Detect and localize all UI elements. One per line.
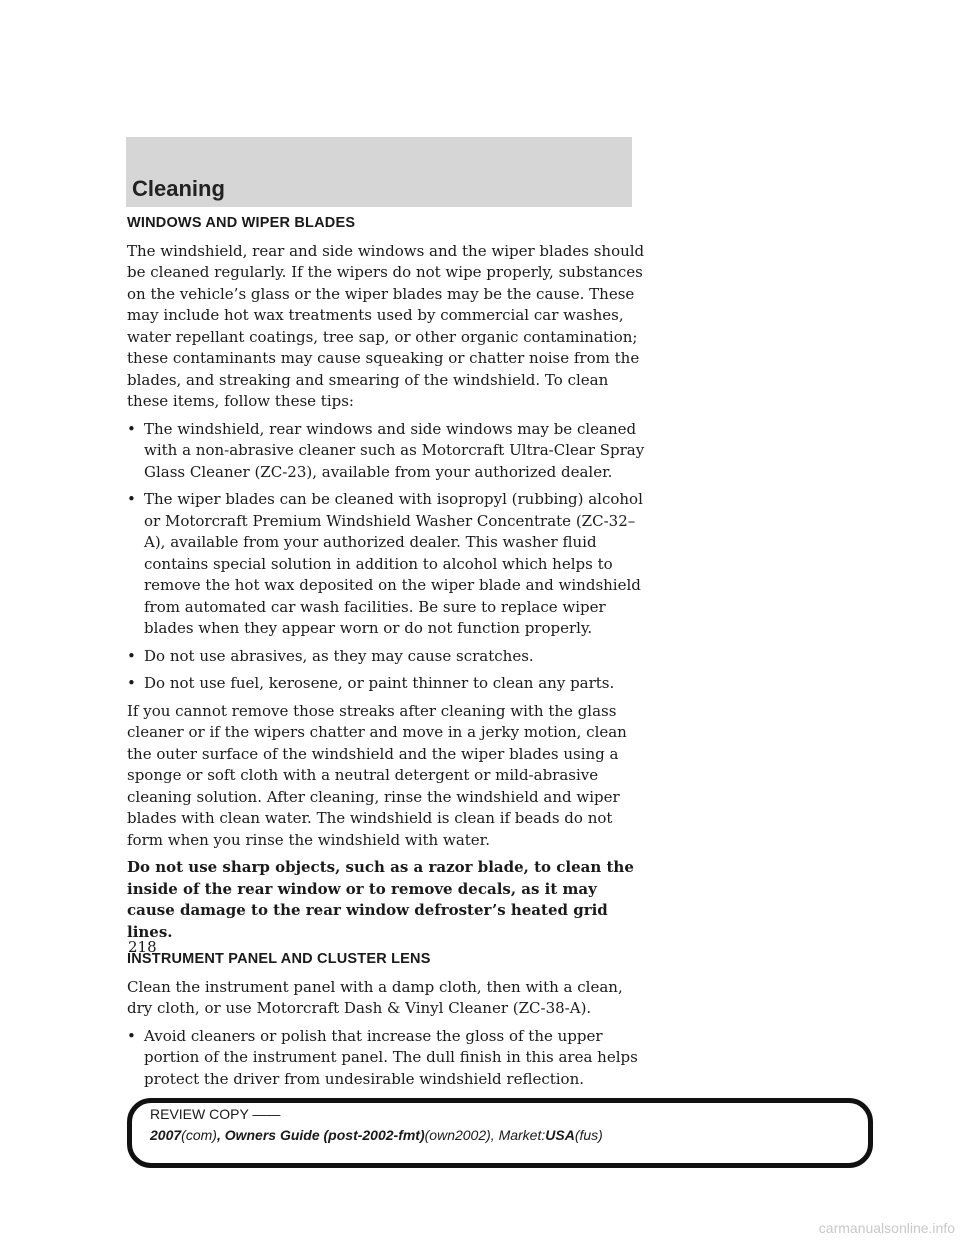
doc-market: USA bbox=[545, 1127, 575, 1143]
review-copy-label: REVIEW COPY —— bbox=[150, 1106, 281, 1122]
watermark: carmanualsonline.info bbox=[818, 1220, 955, 1236]
doc-year: 2007 bbox=[150, 1127, 182, 1143]
page-number: 218 bbox=[128, 938, 157, 956]
doc-title: , Owners Guide (post-2002-fmt) bbox=[216, 1127, 425, 1143]
list-item bbox=[127, 646, 647, 668]
doc-own: (own2002) bbox=[424, 1127, 491, 1143]
list-item-text: The windshield, rear windows and side windows may be cleaned with a non-abrasive cleaner such as Motorcraft Ultra-Clear Spray Glass Cleaner (ZC-23), available from your authorized dealer. bbox=[144, 419, 645, 481]
chapter-title: Cleaning bbox=[132, 176, 225, 201]
windows-tips-list bbox=[127, 419, 647, 695]
list-item bbox=[127, 419, 647, 484]
doc-market-label: , Market: bbox=[490, 1127, 546, 1143]
bullet-glyph: • bbox=[127, 419, 136, 438]
bullet-glyph: • bbox=[127, 646, 136, 665]
review-copy-box bbox=[127, 1098, 873, 1168]
windows-intro-paragraph: The windshield, rear and side windows and the wiper blades should be cleaned regularly. If the wipers do not wipe properly, substances on the vehicle’s glass or the wiper blades may be the cause. These may include hot wax treatments used by commercial car washes, water repellant coatings, tree sap, or other organic contamination; these contaminants may cause squeaking or chatter noise from the blades, and streaking and smearing of the windshield. To clean these items, follow these tips: bbox=[127, 241, 645, 410]
section-heading-instrument-panel: INSTRUMENT PANEL AND CLUSTER LENS bbox=[127, 951, 431, 967]
page-content bbox=[127, 213, 647, 1096]
list-item-text: The wiper blades can be cleaned with isopropyl (rubbing) alcohol or Motorcraft Premium Windshield Washer Concentrate (ZC-32–A), available from your authorized dealer. This washer fluid contains special solution in addition to alcohol which helps to remove the hot wax deposited on the wiper blade and windshield from automated car wash facilities. Be sure to replace wiper blades when they appear worn or do not function properly. bbox=[144, 490, 643, 637]
instrument-panel-list bbox=[127, 1026, 647, 1091]
document-info-line bbox=[150, 1127, 603, 1143]
warning-paragraph: Do not use sharp objects, such as a razor blade, to clean the inside of the rear window or to remove decals, as it may cause damage to the rear window defroster’s heated grid lines. bbox=[127, 858, 634, 941]
list-item-text: Avoid cleaners or polish that increase the gloss of the upper portion of the instrument panel. The dull finish in this area helps protect the driver from undesirable windshield reflection. bbox=[144, 1026, 638, 1088]
list-item bbox=[127, 1026, 647, 1091]
doc-fus: (fus) bbox=[574, 1127, 603, 1143]
list-item bbox=[127, 489, 647, 640]
doc-com: (com) bbox=[181, 1127, 217, 1143]
bullet-glyph: • bbox=[127, 674, 136, 692]
instrument-panel-intro: Clean the instrument panel with a damp cloth, then with a clean, dry cloth, or use Motorcraft Dash & Vinyl Cleaner (ZC-38-A). bbox=[127, 977, 623, 1017]
list-item-text: Do not use abrasives, as they may cause scratches. bbox=[144, 646, 534, 665]
list-item-text: Do not use fuel, kerosene, or paint thinner to clean any parts. bbox=[144, 674, 615, 692]
bullet-glyph: • bbox=[127, 1026, 136, 1045]
bullet-glyph: • bbox=[127, 490, 136, 508]
streaks-paragraph: If you cannot remove those streaks after cleaning with the glass cleaner or if the wipers chatter and move in a jerky motion, clean the outer surface of the windshield and the wiper blades using a sponge or soft cloth with a neutral detergent or mild-abrasive cleaning solution. After cleaning, rinse the windshield and wiper blades with clean water. The windshield is clean if beads do not form when you rinse the windshield with water. bbox=[127, 701, 627, 849]
list-item bbox=[127, 673, 647, 695]
section-heading-windows: WINDOWS AND WIPER BLADES bbox=[127, 215, 356, 231]
